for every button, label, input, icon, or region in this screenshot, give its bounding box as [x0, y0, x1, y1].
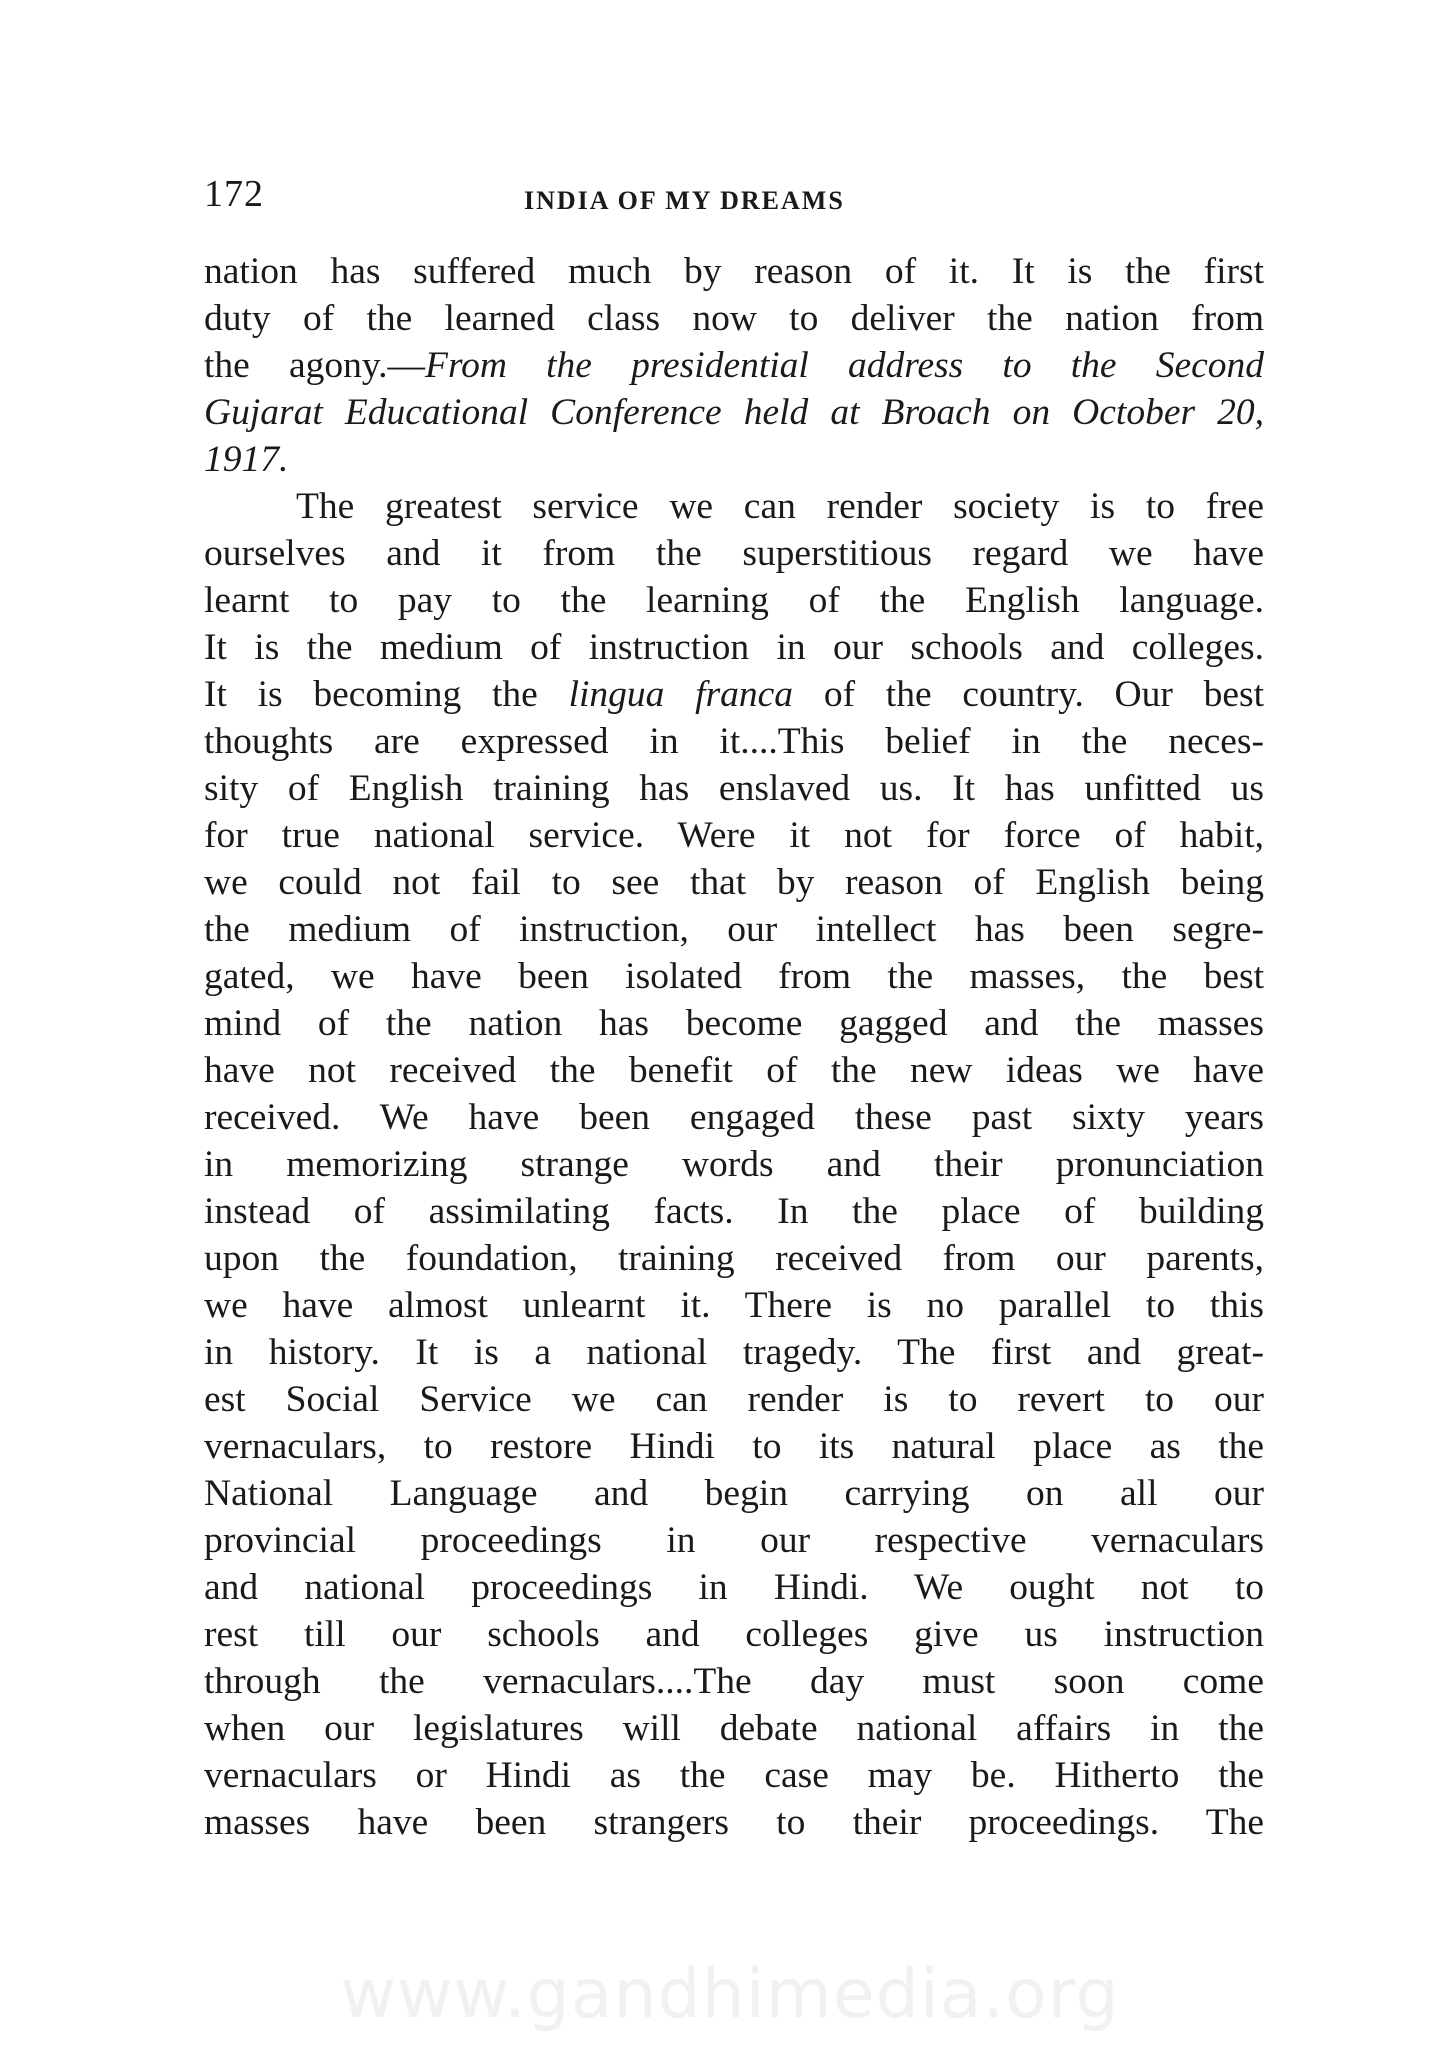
page-header: [204, 172, 1264, 232]
text-line: mind of the nation has become gagged and the masses: [204, 1003, 1264, 1044]
text-line: through the vernaculars....The day must soon come: [204, 1661, 1264, 1702]
text-line: [204, 671, 1264, 718]
text-line: in history. It is a national tragedy. The first and great-: [204, 1332, 1264, 1373]
text-line: duty of the learned class now to deliver the nation from: [204, 298, 1264, 339]
text-line: gated, we have been isolated from the masses, the best: [204, 956, 1264, 997]
text-line: the medium of instruction, our intellect has been segre-: [204, 909, 1264, 950]
text-line: est Social Service we can render is to revert to our: [204, 1379, 1264, 1420]
italic-term: lingua franca: [568, 674, 794, 715]
source-citation: From the presidential address to the Second: [425, 345, 1264, 386]
text-line: sity of English training has enslaved us. It has unfitted us: [204, 768, 1264, 809]
text-line: in memorizing strange words and their pronunciation: [204, 1144, 1264, 1185]
text-line: we could not fail to see that by reason of English being: [204, 862, 1264, 903]
running-head: INDIA OF MY DREAMS: [524, 186, 845, 215]
text-line: nation has suffered much by reason of it. It is the first: [204, 251, 1264, 292]
text-line: vernaculars or Hindi as the case may be. Hitherto the: [204, 1755, 1264, 1796]
text-line: and national proceedings in Hindi. We ought not to: [204, 1567, 1264, 1608]
text-line: The greatest service we can render society is to free: [296, 486, 1264, 527]
text-line: received. We have been engaged these past sixty years: [204, 1097, 1264, 1138]
text-line: learnt to pay to the learning of the English language.: [204, 580, 1264, 621]
body-text: [204, 248, 1264, 1846]
text-line: instead of assimilating facts. In the place of building: [204, 1191, 1264, 1232]
text-line: have not received the benefit of the new ideas we have: [204, 1050, 1264, 1091]
text-line: upon the foundation, training received from our parents,: [204, 1238, 1264, 1279]
text-line: provincial proceedings in our respective vernaculars: [204, 1520, 1264, 1561]
text-line: masses have been strangers to their proceedings. The: [204, 1802, 1264, 1843]
text-fragment: the agony.—: [204, 345, 426, 386]
watermark: www.gandhimedia.org: [340, 1955, 1120, 2034]
text-line: [204, 342, 1264, 389]
text-line: National Language and begin carrying on all our: [204, 1473, 1264, 1514]
text-line: It is the medium of instruction in our schools and colleges.: [204, 627, 1264, 668]
text-fragment: of the country. Our best: [823, 674, 1265, 715]
text-line: for true national service. Were it not for force of habit,: [204, 815, 1264, 856]
text-fragment: It is becoming the: [204, 674, 538, 715]
text-line: thoughts are expressed in it....This belief in the neces-: [204, 721, 1264, 762]
source-citation: 1917.: [204, 439, 289, 480]
text-line: when our legislatures will debate national affairs in the: [204, 1708, 1264, 1749]
page-number: 172: [204, 173, 264, 215]
source-citation: Gujarat Educational Conference held at Broach on October 20,: [204, 392, 1264, 433]
text-line: vernaculars, to restore Hindi to its natural place as the: [204, 1426, 1264, 1467]
text-line: ourselves and it from the superstitious regard we have: [204, 533, 1264, 574]
text-line: we have almost unlearnt it. There is no parallel to this: [204, 1285, 1264, 1326]
text-line: rest till our schools and colleges give us instruction: [204, 1614, 1264, 1655]
